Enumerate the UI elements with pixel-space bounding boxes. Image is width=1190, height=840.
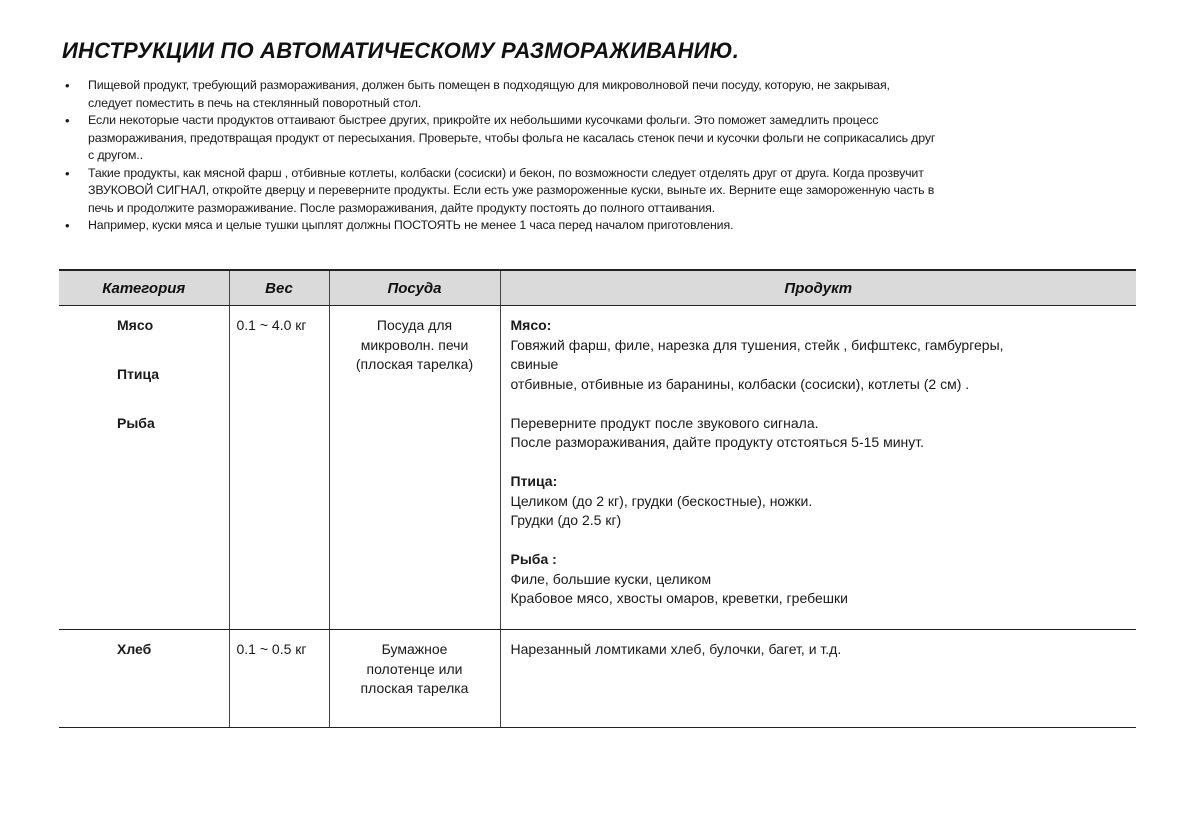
text-line: • Такие продукты, как мясной фарш , отбивные котлеты, колбаски (сосиски) и бекон, по возможности следует отделять друг от друга. Когда прозвучит <box>88 165 924 180</box>
dish-line: (плоская тарелка) <box>355 356 474 372</box>
text-line: печь и продолжите размораживание. После размораживания, дайте продукту постоять до полного оттаивания. <box>88 200 715 215</box>
table-row <box>59 306 1136 630</box>
header-product: Продукт <box>500 270 1136 306</box>
fish-title: Рыба : <box>510 551 557 567</box>
instruction-item <box>62 112 1137 165</box>
dish-line: Бумажное <box>381 641 448 657</box>
product-cell: Нарезанный ломтиками хлеб, булочки, багет, и т.д. <box>500 630 1136 728</box>
text-line: • Пищевой продукт, требующий размораживания, должен быть помещен в подходящую для микроволновой печи посуду, которую, не закрывая, <box>88 78 890 92</box>
text-line: с другом.. <box>88 148 143 162</box>
category-poultry: Птица <box>117 366 160 382</box>
poultry-block <box>511 472 1129 531</box>
product-line: Целиком (до 2 кг), грудки (бескостные), ножки. <box>510 492 813 509</box>
weight-cell: 0.1 ~ 4.0 кг <box>229 306 329 630</box>
text-line: размораживания, предотвращая продукт от пересыхания. Проверьте, чтобы фольга не касалась стенок печи и кусочки фольги не соприкасались друг <box>88 130 936 145</box>
dish-cell <box>329 306 500 630</box>
meat-title: Мясо: <box>510 317 552 333</box>
product-line: Филе, большие куски, целиком <box>510 570 712 587</box>
table-header-row <box>59 270 1136 306</box>
note-block <box>511 414 1129 453</box>
instruction-item <box>62 217 1137 235</box>
dish-cell <box>329 630 500 728</box>
product-line: Грудки (до 2.5 кг) <box>510 512 622 528</box>
dish-line: микроволн. печи <box>360 336 469 353</box>
product-line: отбивные, отбивные из баранины, колбаски (сосиски), котлеты (2 см) . <box>510 375 970 392</box>
dish-line: полотенце или <box>366 660 463 677</box>
instruction-list <box>62 77 1137 235</box>
text-line: • Например, куски мяса и целые тушки цыплят должны ПОСТОЯТЬ не менее 1 часа перед началом приготовления. <box>88 218 734 232</box>
instruction-item <box>62 165 1137 218</box>
category-bread: Хлеб <box>59 630 229 728</box>
text-line: • Если некоторые части продуктов оттаивают быстрее других, прикройте их небольшими кусочками фольги. Это поможет замедлить процесс <box>88 113 879 127</box>
product-cell <box>500 306 1136 630</box>
dish-line: плоская тарелка <box>360 680 469 696</box>
note-line: Переверните продукт после звукового сигнала. <box>510 414 819 431</box>
page-title: ИНСТРУКЦИИ ПО АВТОМАТИЧЕСКОМУ РАЗМОРАЖИВАНИЮ. <box>62 38 740 63</box>
fish-block <box>511 550 1129 609</box>
poultry-title: Птица: <box>510 473 558 489</box>
header-category: Категория <box>59 270 229 306</box>
category-cell <box>59 306 229 630</box>
defrost-table <box>59 269 1136 728</box>
product-line: свиные <box>510 356 559 372</box>
dish-line: Посуда для <box>376 317 453 333</box>
category-fish: Рыба <box>117 415 155 431</box>
weight-cell: 0.1 ~ 0.5 кг <box>229 630 329 728</box>
product-line: Крабовое мясо, хвосты омаров, креветки, гребешки <box>510 590 848 606</box>
note-line: После размораживания, дайте продукту отстояться 5-15 минут. <box>510 434 925 450</box>
instruction-item <box>62 77 1137 112</box>
category-meat: Мясо <box>117 317 154 333</box>
category-list <box>117 316 229 463</box>
table-row <box>59 630 1136 728</box>
header-dish: Посуда <box>329 270 500 306</box>
product-line: Говяжий фарш, филе, нарезка для тушения, стейк , бифштекс, гамбургеры, <box>510 336 1004 353</box>
header-weight: Вес <box>229 270 329 306</box>
text-line: ЗВУКОВОЙ СИГНАЛ, откройте дверцу и переверните продукты. Если есть уже размороженные куски, выньте их. Верните еще замороженную часть в <box>88 183 935 197</box>
text-line: следует поместить в печь на стеклянный поворотный стол. <box>88 95 422 110</box>
meat-block <box>511 316 1129 394</box>
